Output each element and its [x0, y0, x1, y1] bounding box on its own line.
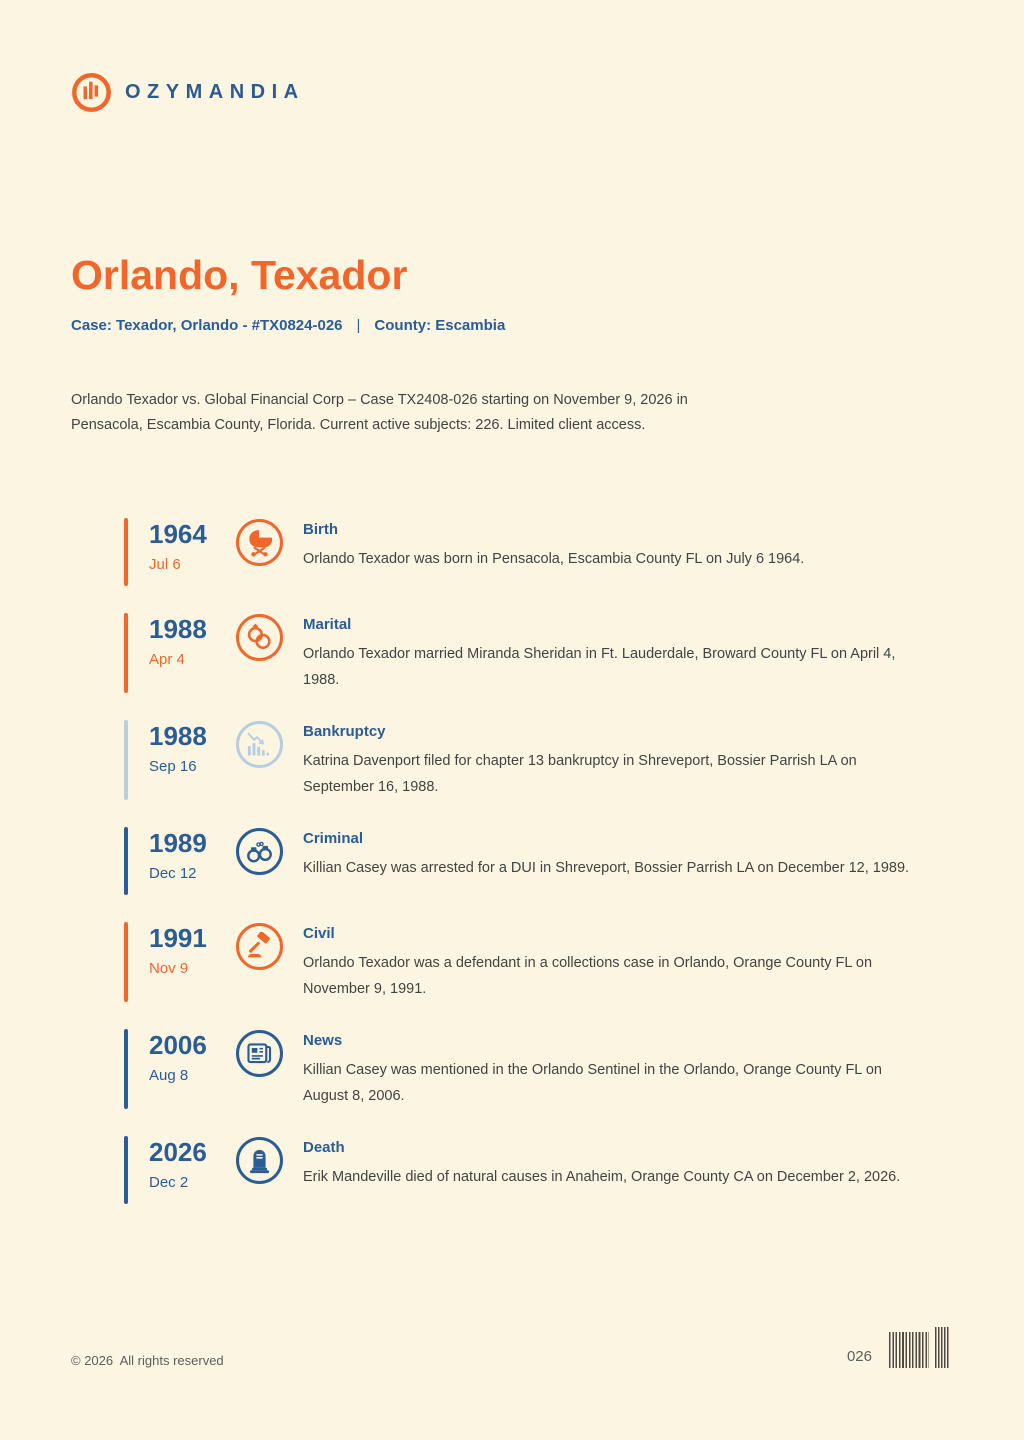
ozymandia-logo-icon [70, 71, 113, 114]
case-line [71, 317, 505, 334]
timeline-content [303, 1136, 934, 1204]
timeline-icon-column [236, 1029, 283, 1109]
entry-description: Erik Mandeville died of natural causes in Anaheim, Orange County CA on December 2, 2026. [303, 1169, 901, 1185]
timeline-year-column [149, 922, 236, 1002]
timeline-entry [124, 720, 934, 800]
timeline-year-column [149, 827, 236, 895]
gavel-icon [236, 923, 283, 970]
page-number: 026 [846, 1348, 872, 1365]
timeline-year-column [149, 720, 236, 800]
timeline-year-column [149, 518, 236, 586]
brand-name: OZYMANDIA [125, 81, 305, 103]
timeline-icon-column [236, 720, 283, 800]
timeline-accent-bar [124, 518, 128, 586]
timeline-icon-column [236, 1136, 283, 1204]
timeline-entry [124, 1136, 934, 1204]
entry-description: Killian Casey was mentioned in the Orlando Sentinel in the Orlando, Orange County FL on August 8, 2006. [303, 1062, 882, 1104]
timeline-icon-column [236, 922, 283, 1002]
chart-decline-icon [236, 721, 283, 768]
timeline-icon-column [236, 613, 283, 693]
barcode-segment [889, 1332, 929, 1368]
wedding-rings-icon [236, 614, 283, 661]
timeline-accent-bar [124, 613, 128, 693]
timeline-accent-bar [124, 720, 128, 800]
timeline-icon-column [236, 518, 283, 586]
entry-date: Jul 6 [149, 556, 181, 573]
entry-description: Orlando Texador was a defendant in a collections case in Orlando, Orange County FL on November 9, 1991. [303, 955, 873, 997]
entry-date: Dec 12 [149, 865, 197, 882]
timeline-content [303, 827, 934, 895]
timeline-accent-bar [124, 922, 128, 1002]
timeline-entry [124, 922, 934, 1002]
entry-category-label: Marital [303, 616, 352, 633]
footer-copyright: © 2026 All rights reserved [71, 1353, 224, 1368]
entry-description: Orlando Texador was born in Pensacola, Escambia County FL on July 6 1964. [303, 551, 805, 567]
entry-category-label: Death [303, 1139, 345, 1156]
entry-year: 1989 [149, 828, 207, 858]
newspaper-icon [236, 1030, 283, 1077]
timeline-accent-bar [124, 1029, 128, 1109]
case-summary: Orlando Texador vs. Global Financial Corp – Case TX2408-026 starting on November 9, 2026 in Pensacola, Escambia County, Florida. Current active subjects: 226. Limited client access. [71, 392, 688, 433]
timeline-content [303, 613, 934, 693]
timeline [124, 518, 934, 1231]
entry-year: 1988 [149, 614, 207, 644]
entry-description: Orlando Texador married Miranda Sheridan in Ft. Lauderdale, Broward County FL on April 4, 1988. [303, 646, 896, 688]
tombstone-icon [236, 1137, 283, 1184]
entry-date: Sep 16 [149, 758, 197, 775]
entry-year: 2006 [149, 1030, 207, 1060]
timeline-content [303, 518, 934, 586]
entry-category-label: News [303, 1032, 343, 1049]
entry-category-label: Bankruptcy [303, 723, 386, 740]
timeline-content [303, 1029, 934, 1109]
handcuffs-icon [236, 828, 283, 875]
entry-date: Aug 8 [149, 1067, 189, 1084]
entry-year: 1964 [149, 519, 207, 549]
case-number: Case: Texador, Orlando - #TX0824-026 [71, 317, 343, 334]
footer-right [847, 1327, 950, 1368]
entry-year: 1991 [149, 923, 207, 953]
timeline-year-column [149, 1136, 236, 1204]
timeline-entry [124, 1029, 934, 1109]
timeline-entry [124, 613, 934, 693]
timeline-icon-column [236, 827, 283, 895]
barcode-segment [935, 1327, 950, 1368]
entry-date: Nov 9 [149, 960, 189, 977]
brand-header [70, 71, 305, 114]
timeline-year-column [149, 1029, 236, 1109]
timeline-entry [124, 518, 934, 586]
entry-category-label: Civil [303, 925, 335, 942]
timeline-accent-bar [124, 1136, 128, 1204]
entry-year: 1988 [149, 721, 207, 751]
stroller-icon [236, 519, 283, 566]
case-separator: | [356, 317, 361, 334]
entry-category-label: Criminal [303, 830, 364, 847]
timeline-content [303, 922, 934, 1002]
timeline-year-column [149, 613, 236, 693]
timeline-content [303, 720, 934, 800]
timeline-entry [124, 827, 934, 895]
timeline-accent-bar [124, 827, 128, 895]
page-title: Orlando, Texador [71, 252, 408, 298]
barcode [889, 1327, 950, 1368]
entry-description: Katrina Davenport filed for chapter 13 bankruptcy in Shreveport, Bossier Parrish LA on September 16, 1988. [303, 753, 857, 795]
entry-year: 2026 [149, 1137, 207, 1167]
county-label: County: Escambia [374, 317, 506, 334]
entry-category-label: Birth [303, 521, 338, 538]
entry-date: Dec 2 [149, 1174, 189, 1191]
entry-date: Apr 4 [149, 651, 185, 668]
entry-description: Killian Casey was arrested for a DUI in Shreveport, Bossier Parrish LA on December 12, 1989. [303, 860, 910, 876]
